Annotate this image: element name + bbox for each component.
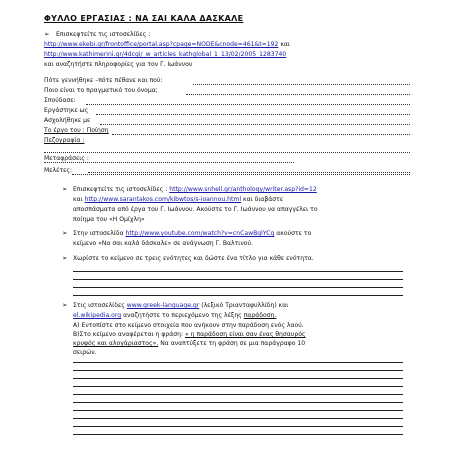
wikipedia-link[interactable]: el.wikipedia.org [73,312,122,319]
writing-line [73,434,403,435]
writing-line [73,426,403,427]
page-title: ΦΥΛΛΟ ΕΡΓΑΣΙΑΣ : ΝΑ ΣΑΙ ΚΑΛΑ ΔΑΣΚΑΛΕ [44,14,244,23]
poetry-label: Ποίηση [86,127,109,134]
bullet-arrow-icon: ➢ [62,185,68,193]
bullet-arrow-icon: ➢ [62,229,68,237]
section1-after: και αναζητήστε πληροφορίες για τον Γ. Ιωάννου [44,61,193,68]
sarantakos-link[interactable]: http://www.sarantakos.com/kibwtos/s-ioannou.html [84,196,242,203]
bullet-arrow-icon: ➢ [62,254,68,262]
field-work: Το έργο του : Ποίηση [44,127,109,134]
section1-line1: http://www.ekebi.gr/frontoffice/portal.asp?cpage=NODE&cnode=461&t=192 και [44,41,290,48]
youtube-link[interactable]: http://www.youtube.com/watch?v=cnCawBglYCg [125,230,275,237]
kathimerini-link[interactable]: http://www.kathimerini.gr/4dcgi/_w_articles_kathglobal_1_13/02/2005_1283740 [44,51,287,58]
writing-line [73,418,403,419]
question-b-cont: κρυφός και αλογάριαστος». Να αναπτύξετε τη φράση σε μια παράγραφο 10 [73,340,306,347]
section3-line2: κείμενο «Να σαι καλά δάσκαλε» σε ανάγνωση Γ. Βαλτινού. [73,240,253,247]
bullet-arrow-icon: ➢ [62,301,68,309]
writing-line [73,410,403,411]
writing-line [73,295,403,296]
section4-text: Χωρίστε το κείμενο σε τρεις ενότητες και δώστε ένα τίτλο για κάθε ενότητα. [73,255,314,262]
field-studies: Σπούδασε: [44,97,76,104]
writing-line [73,279,403,280]
section2-line1: Επισκεφτείτε τις ιστοσελίδες : http://www.snhell.gr/anthology/writer.asp?id=12 [73,186,317,193]
writing-line [73,370,403,371]
section1-line2 [44,51,286,58]
section2-line2: και http://www.sarantakos.com/kibwtos/s-ioannou.html και διαβάστε [73,196,284,203]
section1-intro: ➢ Επισκεφτείτε τις ιστοσελίδες : [44,30,151,38]
field-studies-written: Μελέτες: [44,167,73,174]
answer-line [86,104,410,105]
field-occupied-with: Ασχολήθηκε με [44,117,91,124]
writing-line [73,287,403,288]
answer-line [88,172,410,173]
answer-line [72,174,410,175]
field-translations: Μεταφράσεις : [44,155,89,162]
question-a: Α) Εντοπίστε στο κείμενο στοιχεία που ανήκουν στην παράδοση ενός λαού. [73,322,304,329]
answer-line [112,134,410,135]
writing-line [73,271,403,272]
writing-line [73,402,403,403]
writing-line [73,394,403,395]
section2-line3: αποσπάσματα από έργα του Γ. Ιωάννου. Ακούστε το Γ. Ιωάννου να απαγγέλει το [73,206,318,213]
bullet-arrow-icon: ➢ [44,30,50,38]
writing-line [73,378,403,379]
field-worked-as: Εργάστηκε ως [44,107,89,114]
section5-line1: Στις ιστοσελίδες www.greek-language.gr (λεξικό Τριανταφυλλίδη) και [73,302,289,309]
answer-line [44,152,410,153]
snhell-link[interactable]: http://www.snhell.gr/anthology/writer.asp?id=12 [169,186,317,193]
answer-line [100,124,410,125]
answer-line [193,84,410,85]
greek-language-link[interactable]: www.greek-language.gr [126,302,200,309]
question-b-end: σειρών. [73,349,97,356]
field-real-name: Ποιο είναι το πραγματικό του όνομα; [44,87,158,94]
section5-line2: el.wikipedia.org αναζητήστε το περιεχόμενο της λέξης παράδοση. [73,312,277,319]
section3-line1: Στην ιστοσελίδα http://www.youtube.com/watch?v=cnCawBglYCg ακούστε το [73,230,312,237]
ekebi-link[interactable]: http://www.ekebi.gr/frontoffice/portal.asp?cpage=NODE&cnode=461&t=192 [44,41,279,48]
section2-line4: ποίημα του «Η Ομίχλη» [73,216,145,223]
answer-line [96,114,410,115]
writing-line [73,386,403,387]
writing-line [73,362,403,363]
field-prose: Πεζογραφία : [44,137,85,144]
answer-line [186,94,410,95]
question-b: Β)Στο κείμενο αναφέρεται η φράση: « η παράδοση είναι σαν ένας θησαυρός [73,331,306,338]
field-birth-death: Πότε γεννήθηκε –πότε πέθανε και πού: [44,77,163,84]
